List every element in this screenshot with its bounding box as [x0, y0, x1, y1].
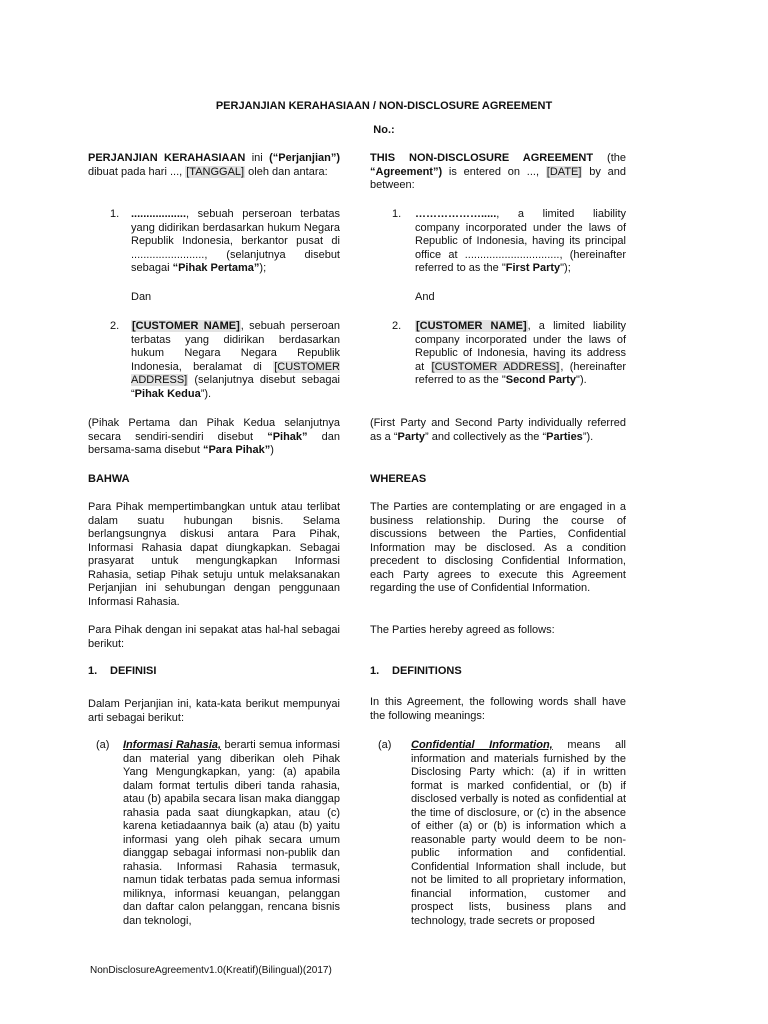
party2-text-en: , (hereinafter referred to as the " [415, 360, 626, 386]
party1-text-id: , sebuah perseroan terbatas yang didirikan berdasarkan hukum Negara Republik Indonesia, berkantor pusat di ........................, (selanjutnya disebut sebagai [131, 208, 340, 274]
party2-paragraph-en [415, 320, 626, 388]
intro-text-id: ini [245, 152, 270, 164]
document-title: PERJANJIAN KERAHASIAAN / NON-DISCLOSURE AGREEMENT [215, 100, 553, 112]
party2-number-id: 2. [110, 320, 120, 332]
definitions-number-id: 1. [88, 665, 98, 677]
party1-text-id: ); [259, 262, 267, 274]
party1-blank-id: .................. [131, 208, 187, 220]
parties-term-en: Party [397, 430, 426, 443]
party1-text-en: , a limited liability company incorporated under the laws of Republic of Indonesia, having its principal office at ..............................., (hereinafter referred to as the " [415, 208, 626, 274]
document-number: No.: [373, 124, 395, 136]
customer-address-placeholder-en: [CUSTOMER ADDRESS] [431, 360, 560, 373]
whereas-heading-id: BAHWA [88, 473, 130, 485]
definitions-intro-en: In this Agreement, the following words shall have the following meanings: [370, 696, 626, 722]
clause-a-paragraph-id [123, 739, 340, 928]
agreed-paragraph-id: Para Pihak dengan ini sepakat atas hal-hal sebagai berikut: [88, 624, 340, 650]
parties-paragraph-id [88, 417, 340, 458]
customer-address-placeholder-id: [CUSTOMER ADDRESS] [131, 360, 340, 386]
intro-paragraph-en [370, 152, 626, 193]
customer-name-placeholder-en: [CUSTOMER NAME] [416, 320, 527, 332]
whereas-paragraph-en: The Parties are contemplating or are engaged in a business relationship. During the course of discussions between the Parties, Confidential Information may be disclosed. As a condition precedent to disclosing Confidential Information, each Party agrees to execute this Agreement regarding the use of Confidential Information. [370, 501, 626, 594]
intro-defined-term-en: “Agreement”) [370, 165, 443, 178]
whereas-heading-en: WHEREAS [370, 473, 427, 485]
party2-term-en: Second Party [505, 374, 577, 386]
party2-term-id: Pihak Kedua [134, 387, 201, 400]
clause-a-text-id: berarti semua informasi dan material yang diberikan oleh Pihak Yang Mengungkapkan, yang: (a) apabila dalam format tertulis diberi tanda rahasia, atau (b) apabila secara lisan maka dianggap rahasia pada saat diungkapkan, atau (c) karena ketiadaannya baik (a) atau (b) yaitu informasi yang oleh pihak secara umum dianggap sebagai informasi non-publik dan rahasia. Informasi Rahasia termasuk, namun tidak terbatas pada semua informasi miliknya, informasi keuangan, pelanggan dan daftar calon pelanggan, rencana bisnis dan teknologi, [123, 739, 340, 927]
party2-text-en: "). [576, 374, 587, 386]
intro-text-id: dibuat pada hari ..., [88, 165, 186, 178]
parties-term-id: “Para Pihak” [202, 444, 271, 456]
intro-title-en: THIS NON-DISCLOSURE AGREEMENT [370, 152, 594, 164]
parties-term-id: “Pihak” [267, 430, 308, 443]
definitions-heading-id: DEFINISI [110, 665, 157, 677]
party2-number-en: 2. [392, 320, 402, 332]
party1-number-id: 1. [110, 208, 120, 220]
intro-text-en: (the [593, 152, 626, 164]
parties-text-id: (Pihak Pertama dan Pihak Kedua selanjutnya secara sendiri-sendiri disebut [88, 417, 340, 443]
parties-text-id: dan bersama-sama disebut [88, 430, 340, 456]
parties-text-en: ”). [582, 430, 594, 443]
party2-text-id: , sebuah perseroan terbatas yang didirikan berdasarkan hukum Negara Negara Republik Indonesia, beralamat di [131, 320, 340, 373]
party1-paragraph-en [415, 208, 626, 276]
clause-a-label-id: (a) [96, 739, 110, 751]
parties-term-en: Parties [546, 430, 583, 443]
clause-a-paragraph-en [411, 739, 626, 928]
whereas-paragraph-id: Para Pihak mempertimbangkan untuk atau terlibat dalam suatu hubungan bisnis. Selama berlangsungnya diskusi antara Para Pihak, Informasi Rahasia dapat diungkapkan. Sebagai prasyarat untuk mengungkapkan Informasi Rahasia, setiap Pihak setuju untuk melaksanakan Perjanjian ini sehubungan dengan penggunaan Informasi Rahasia. [88, 501, 340, 608]
party1-term-en: First Party [505, 262, 561, 274]
agreed-paragraph-en: The Parties hereby agreed as follows: [370, 624, 555, 636]
intro-text-id: oleh dan antara: [245, 165, 328, 178]
customer-name-placeholder-id: [CUSTOMER NAME] [132, 320, 240, 332]
intro-defined-term-id: (“Perjanjian”) [269, 152, 340, 164]
party1-term-id: “Pihak Pertama” [172, 262, 260, 274]
intro-paragraph-id [88, 152, 340, 179]
parties-text-id: ) [270, 444, 274, 456]
party1-paragraph-id [131, 208, 340, 276]
party2-paragraph-id [131, 320, 340, 401]
intro-text-en: is entered on ..., [442, 165, 546, 178]
intro-title-id: PERJANJIAN KERAHASIAAN [88, 152, 246, 164]
clause-a-label-en: (a) [378, 739, 392, 751]
conjunction-id: Dan [131, 291, 152, 303]
confidential-info-term-en: Confidential Information, [411, 739, 553, 751]
parties-text-en: (First Party and Second Party individually referred as a “ [370, 417, 626, 443]
conjunction-en: And [415, 291, 435, 303]
document-footer: NonDisclosureAgreementv1.0(Kreatif)(Bilingual)(2017) [90, 965, 332, 976]
definitions-intro-id: Dalam Perjanjian ini, kata-kata berikut mempunyai arti sebagai berikut: [88, 698, 340, 724]
definitions-heading-en: DEFINITIONS [392, 665, 462, 677]
intro-text-en: by and between: [370, 165, 626, 191]
party1-number-en: 1. [392, 208, 402, 220]
clause-a-text-en: means all information and materials furnished by the Disclosing Party which: (a) if in written format is marked confidential, or (b) if disclosed verbally is noted as confidential at the time of disclosure, or (c) in the absence of either (a) or (b) is information which a reasonable party would deem to be non-public information and confidential. Confidential Information shall include, but not be limited to all proprietary information, financial information, customer and prospect lists, business plans and technology, trade secrets or proposed [411, 739, 626, 927]
confidential-info-term-id: Informasi Rahasia, [123, 739, 222, 751]
parties-paragraph-en [370, 417, 626, 444]
party2-text-en: , a limited liability company incorporated under the laws of Republic of Indonesia, having its address at [415, 320, 627, 373]
date-placeholder-en: [DATE] [546, 165, 582, 178]
definitions-number-en: 1. [370, 665, 380, 677]
party2-text-id: (selanjutnya disebut sebagai “ [131, 374, 340, 400]
party1-blank-en: ………………..... [415, 208, 497, 220]
party1-text-en: "); [560, 262, 571, 274]
parties-text-en: ” and collectively as the “ [425, 430, 547, 443]
date-placeholder-id: [TANGGAL] [186, 165, 245, 178]
party2-text-id: ”). [200, 387, 212, 400]
